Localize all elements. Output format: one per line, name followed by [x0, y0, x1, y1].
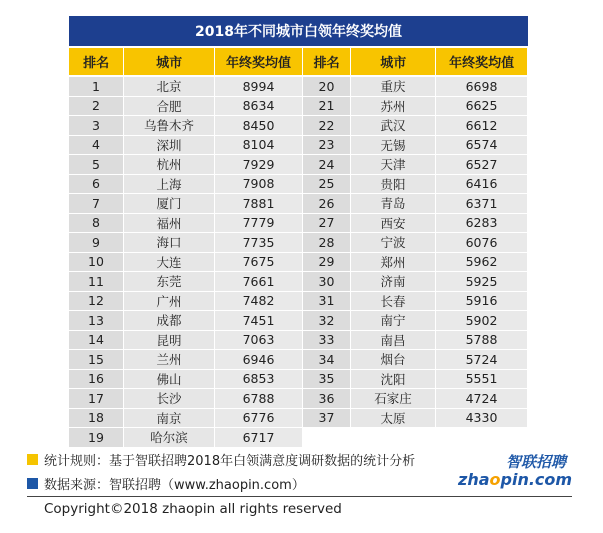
logo-en-text: zhaopin.com — [458, 470, 573, 489]
left-city-cell: 海口 — [124, 233, 215, 252]
table-row — [69, 409, 528, 429]
table-row — [69, 194, 528, 214]
left-rank-cell: 1 — [69, 77, 124, 96]
table-row — [69, 214, 528, 234]
left-rank-cell: 13 — [69, 311, 124, 330]
right-rank-cell: 26 — [303, 194, 351, 213]
left-rank-cell: 6 — [69, 175, 124, 194]
table-row — [69, 253, 528, 273]
left-bonus-cell: 8994 — [215, 77, 303, 96]
right-city-cell: 重庆 — [351, 77, 436, 96]
right-bonus-cell: 6698 — [436, 77, 528, 96]
left-rank-cell: 12 — [69, 292, 124, 311]
left-bonus-cell: 7779 — [215, 214, 303, 233]
header-city-left: 城市 — [124, 48, 215, 75]
logo-cn-text: 智联招聘 — [505, 453, 566, 471]
left-city-cell: 佛山 — [124, 370, 215, 389]
right-rank-cell: 28 — [303, 233, 351, 252]
left-bonus-cell: 7451 — [215, 311, 303, 330]
right-city-cell: 武汉 — [351, 116, 436, 135]
left-rank-cell: 18 — [69, 409, 124, 428]
left-rank-cell: 11 — [69, 272, 124, 291]
method-note-text: 统计规则：基于智联招聘2018年白领满意度调研数据的统计分析 — [44, 454, 416, 469]
left-rank-cell: 3 — [69, 116, 124, 135]
left-bonus-cell: 8104 — [215, 136, 303, 155]
left-bonus-cell: 8634 — [215, 97, 303, 116]
right-city-cell: 太原 — [351, 409, 436, 428]
left-rank-cell: 4 — [69, 136, 124, 155]
table-row — [69, 370, 528, 390]
right-rank-cell: 20 — [303, 77, 351, 96]
header-bonus-right: 年终奖均值 — [436, 48, 528, 75]
right-rank-cell: 33 — [303, 331, 351, 350]
right-rank-cell: 21 — [303, 97, 351, 116]
left-bonus-cell: 7881 — [215, 194, 303, 213]
right-city-cell: 西安 — [351, 214, 436, 233]
left-city-cell: 东莞 — [124, 272, 215, 291]
source-note — [27, 474, 305, 493]
header-city-right: 城市 — [351, 48, 436, 75]
left-city-cell: 杭州 — [124, 155, 215, 174]
left-city-cell: 大连 — [124, 253, 215, 272]
right-rank-cell: 24 — [303, 155, 351, 174]
table-row — [69, 77, 528, 97]
right-city-cell: 郑州 — [351, 253, 436, 272]
left-city-cell: 长沙 — [124, 389, 215, 408]
left-city-cell: 南京 — [124, 409, 215, 428]
right-rank-cell: 36 — [303, 389, 351, 408]
left-city-cell: 广州 — [124, 292, 215, 311]
right-bonus-cell: 6283 — [436, 214, 528, 233]
left-bonus-cell: 7675 — [215, 253, 303, 272]
right-city-cell — [351, 428, 436, 447]
right-rank-cell: 25 — [303, 175, 351, 194]
right-rank-cell: 30 — [303, 272, 351, 291]
table-header — [69, 48, 528, 75]
left-bonus-cell: 7735 — [215, 233, 303, 252]
table-row — [69, 272, 528, 292]
left-rank-cell: 7 — [69, 194, 124, 213]
right-city-cell: 宁波 — [351, 233, 436, 252]
left-bonus-cell: 6853 — [215, 370, 303, 389]
left-rank-cell: 16 — [69, 370, 124, 389]
right-bonus-cell: 4330 — [436, 409, 528, 428]
right-bonus-cell: 5962 — [436, 253, 528, 272]
right-rank-cell: 35 — [303, 370, 351, 389]
left-bonus-cell: 6788 — [215, 389, 303, 408]
right-city-cell: 贵阳 — [351, 175, 436, 194]
right-city-cell: 石家庄 — [351, 389, 436, 408]
right-city-cell: 无锡 — [351, 136, 436, 155]
right-rank-cell: 29 — [303, 253, 351, 272]
right-bonus-cell — [436, 428, 528, 447]
left-city-cell: 哈尔滨 — [124, 428, 215, 447]
left-bonus-cell: 8450 — [215, 116, 303, 135]
yellow-square-icon — [27, 454, 38, 465]
left-city-cell: 上海 — [124, 175, 215, 194]
left-bonus-cell: 7482 — [215, 292, 303, 311]
right-bonus-cell: 6371 — [436, 194, 528, 213]
header-rank-left: 排名 — [69, 48, 124, 75]
left-rank-cell: 5 — [69, 155, 124, 174]
left-bonus-cell: 6946 — [215, 350, 303, 369]
right-bonus-cell: 5788 — [436, 331, 528, 350]
left-rank-cell: 8 — [69, 214, 124, 233]
left-rank-cell: 19 — [69, 428, 124, 447]
right-rank-cell: 31 — [303, 292, 351, 311]
table-row — [69, 136, 528, 156]
left-bonus-cell: 7661 — [215, 272, 303, 291]
blue-square-icon — [27, 478, 38, 489]
table-row — [69, 389, 528, 409]
table-title: 2018年不同城市白领年终奖均值 — [69, 16, 528, 46]
left-bonus-cell: 6776 — [215, 409, 303, 428]
left-city-cell: 厦门 — [124, 194, 215, 213]
source-note-text: 数据来源：智联招聘（www.zhaopin.com） — [44, 478, 305, 493]
left-bonus-cell: 7908 — [215, 175, 303, 194]
table-row — [69, 311, 528, 331]
table-row — [69, 428, 528, 448]
method-note — [27, 450, 415, 469]
table-row — [69, 292, 528, 312]
right-rank-cell: 32 — [303, 311, 351, 330]
zhaopin-logo — [452, 451, 572, 493]
right-city-cell: 天津 — [351, 155, 436, 174]
left-city-cell: 兰州 — [124, 350, 215, 369]
right-city-cell: 苏州 — [351, 97, 436, 116]
left-rank-cell: 14 — [69, 331, 124, 350]
table-row — [69, 175, 528, 195]
header-rank-right: 排名 — [303, 48, 351, 75]
table-row — [69, 97, 528, 117]
left-city-cell: 北京 — [124, 77, 215, 96]
header-bonus-left: 年终奖均值 — [215, 48, 303, 75]
right-bonus-cell: 6612 — [436, 116, 528, 135]
table-row — [69, 116, 528, 136]
left-rank-cell: 10 — [69, 253, 124, 272]
divider-line — [27, 496, 572, 497]
left-city-cell: 成都 — [124, 311, 215, 330]
right-rank-cell: 23 — [303, 136, 351, 155]
table-row — [69, 331, 528, 351]
left-rank-cell: 17 — [69, 389, 124, 408]
right-bonus-cell: 6076 — [436, 233, 528, 252]
right-rank-cell: 34 — [303, 350, 351, 369]
left-rank-cell: 9 — [69, 233, 124, 252]
right-bonus-cell: 5551 — [436, 370, 528, 389]
left-city-cell: 福州 — [124, 214, 215, 233]
right-city-cell: 南昌 — [351, 331, 436, 350]
left-bonus-cell: 6717 — [215, 428, 303, 447]
right-bonus-cell: 5902 — [436, 311, 528, 330]
left-city-cell: 深圳 — [124, 136, 215, 155]
left-bonus-cell: 7929 — [215, 155, 303, 174]
right-city-cell: 长春 — [351, 292, 436, 311]
left-city-cell: 乌鲁木齐 — [124, 116, 215, 135]
table-body — [69, 77, 528, 448]
right-bonus-cell: 6625 — [436, 97, 528, 116]
right-bonus-cell: 5916 — [436, 292, 528, 311]
right-bonus-cell: 6527 — [436, 155, 528, 174]
left-city-cell: 合肥 — [124, 97, 215, 116]
right-bonus-cell: 5724 — [436, 350, 528, 369]
table-row — [69, 350, 528, 370]
salary-table — [69, 16, 528, 448]
right-rank-cell: 27 — [303, 214, 351, 233]
right-bonus-cell: 4724 — [436, 389, 528, 408]
right-rank-cell: 22 — [303, 116, 351, 135]
left-rank-cell: 2 — [69, 97, 124, 116]
left-bonus-cell: 7063 — [215, 331, 303, 350]
right-rank-cell: 37 — [303, 409, 351, 428]
copyright-text: Copyright©2018 zhaopin all rights reserved — [44, 501, 342, 517]
right-city-cell: 烟台 — [351, 350, 436, 369]
right-rank-cell — [303, 428, 351, 447]
right-city-cell: 沈阳 — [351, 370, 436, 389]
table-row — [69, 233, 528, 253]
right-city-cell: 青岛 — [351, 194, 436, 213]
right-city-cell: 南宁 — [351, 311, 436, 330]
table-row — [69, 155, 528, 175]
right-city-cell: 济南 — [351, 272, 436, 291]
right-bonus-cell: 5925 — [436, 272, 528, 291]
right-bonus-cell: 6574 — [436, 136, 528, 155]
left-rank-cell: 15 — [69, 350, 124, 369]
right-bonus-cell: 6416 — [436, 175, 528, 194]
left-city-cell: 昆明 — [124, 331, 215, 350]
